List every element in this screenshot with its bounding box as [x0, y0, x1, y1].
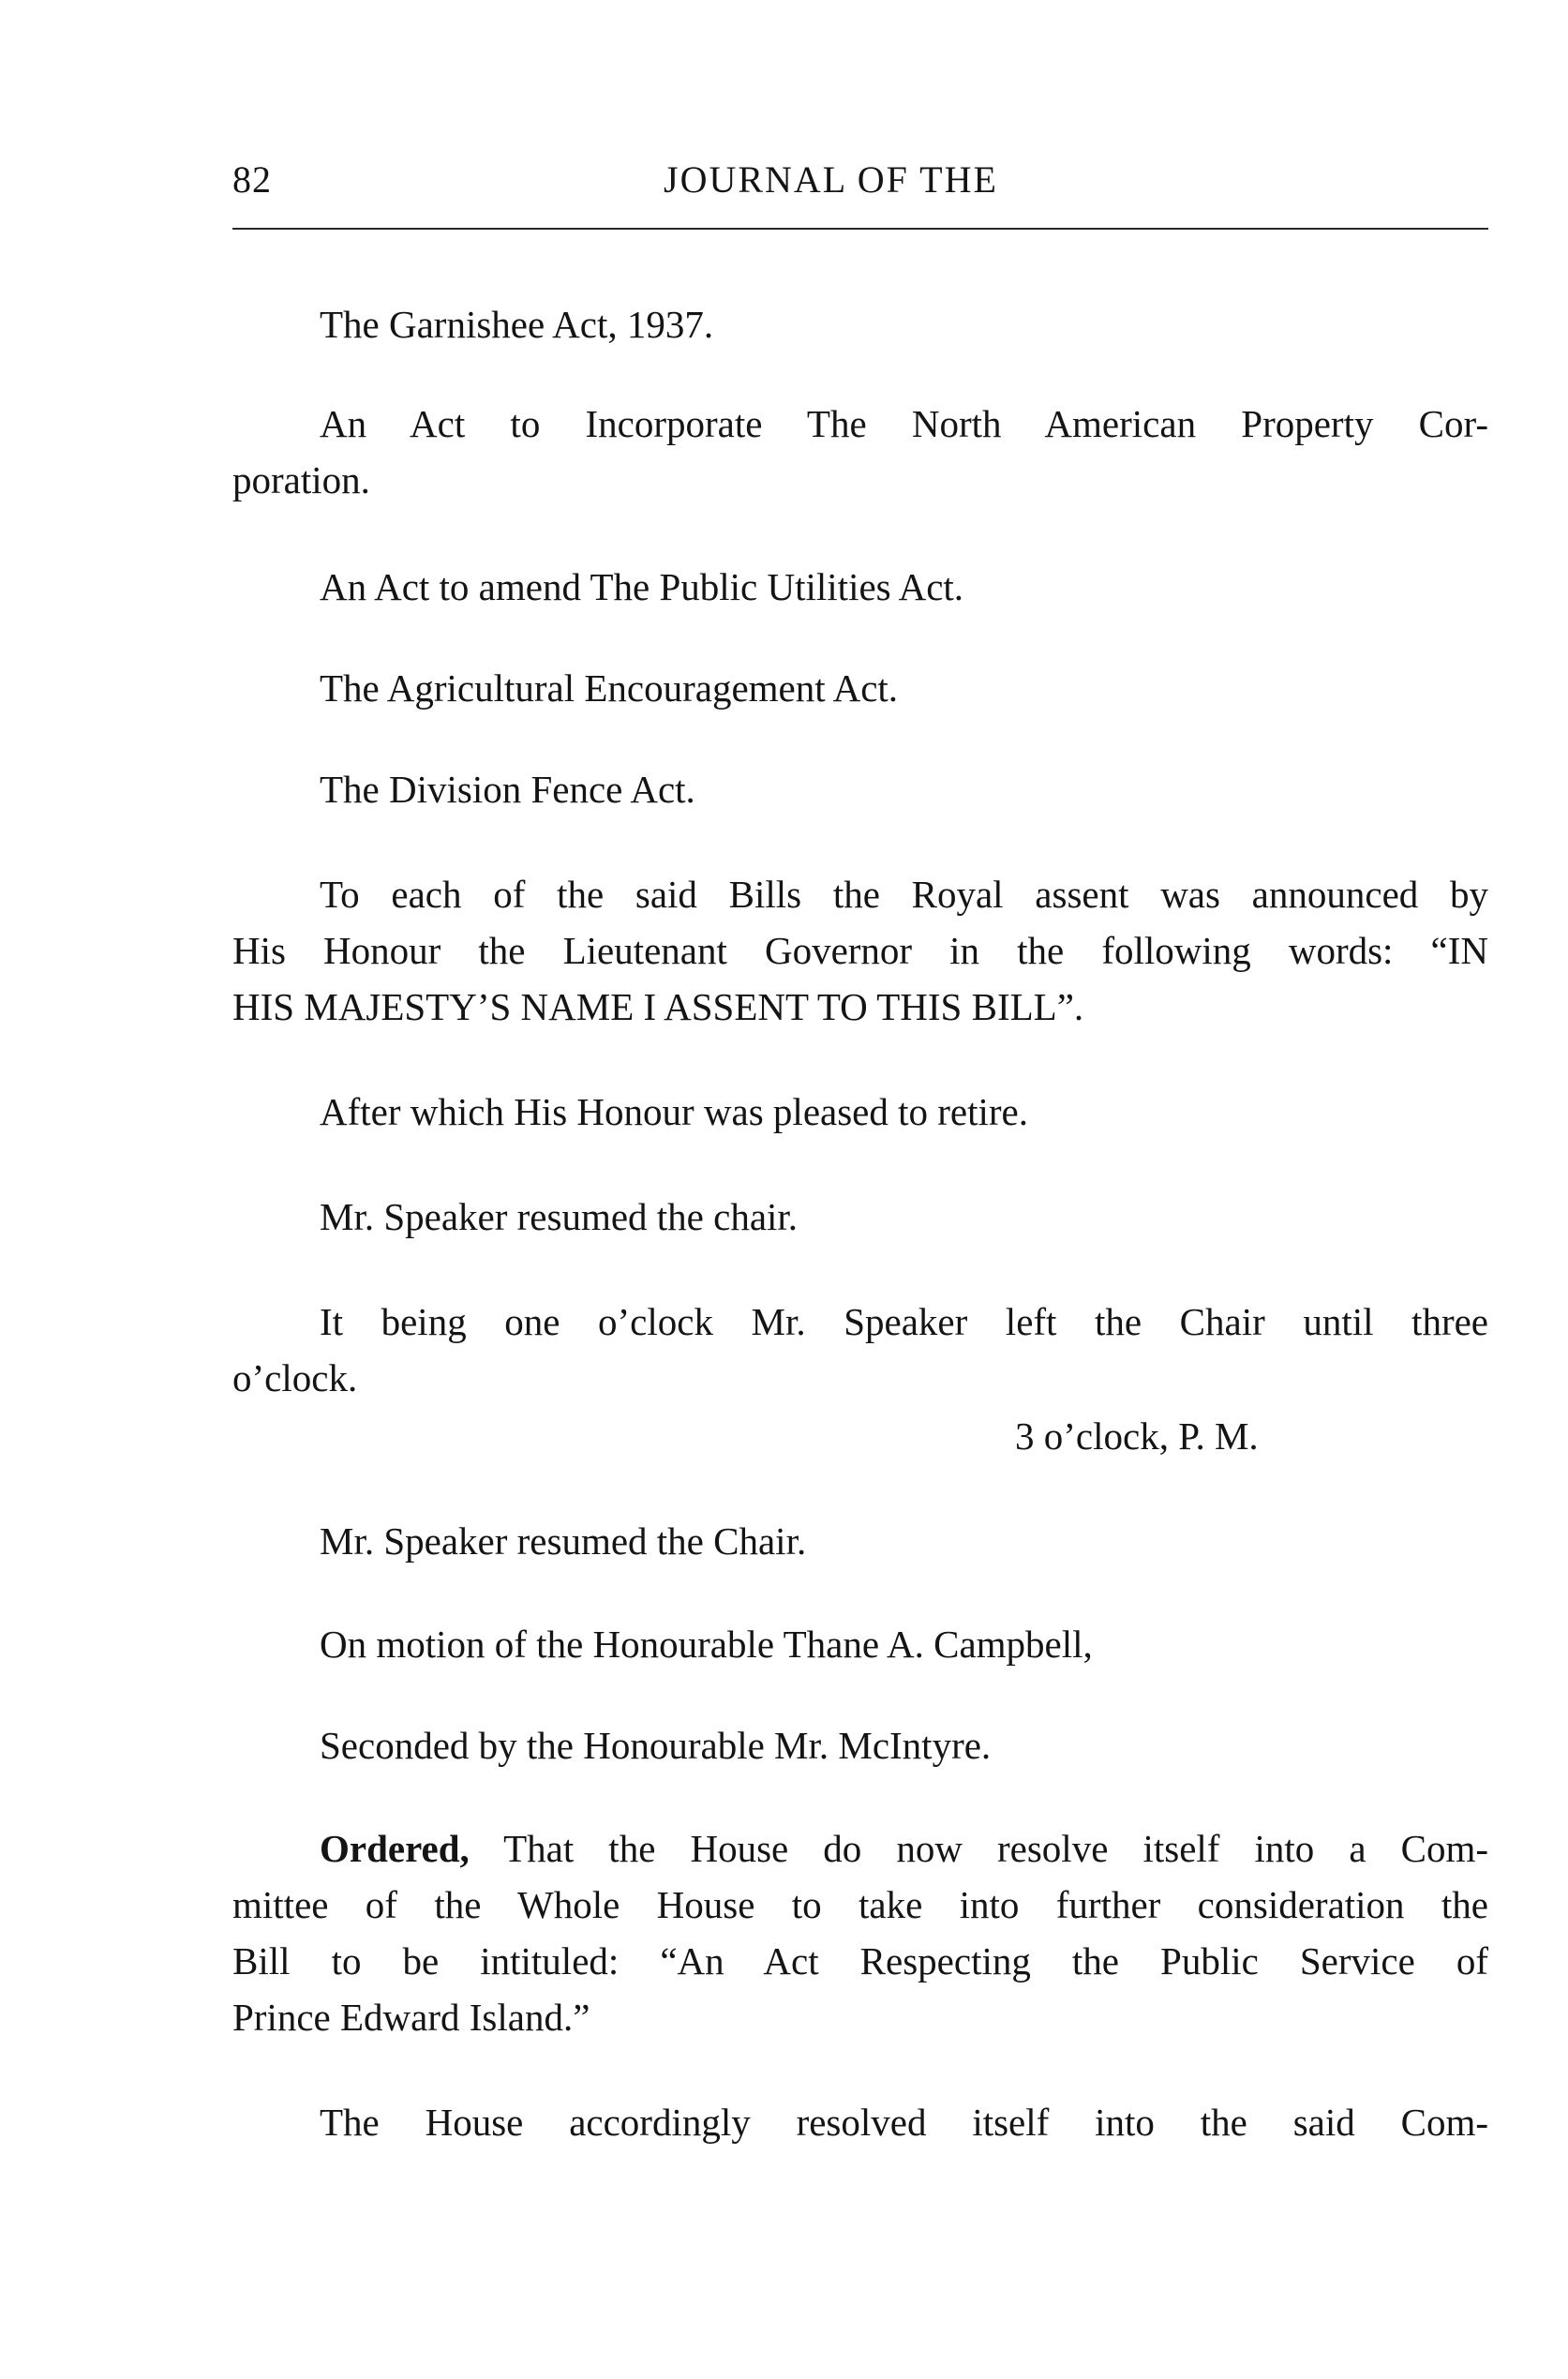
- assent-paragraph-line-1: To each of the said Bills the Royal assent was announced by: [320, 873, 1488, 916]
- ordered-line-1: [320, 1820, 1488, 1877]
- time-heading: 3 o’clock, P. M.: [1015, 1414, 1259, 1458]
- motion-paragraph: On motion of the Honourable Thane A. Campbell,: [320, 1623, 1093, 1666]
- bill-north-american-line-1: An Act to Incorporate The North American Property Cor-: [320, 402, 1488, 445]
- speaker-resumed-chair: Mr. Speaker resumed the chair.: [320, 1195, 799, 1238]
- ordered-line-1-text: That the House do now resolve itself into a Com-: [469, 1827, 1488, 1870]
- one-oclock-line-1: It being one o’clock Mr. Speaker left the Chair until three: [320, 1300, 1488, 1343]
- running-head: JOURNAL OF THE: [664, 158, 998, 201]
- retire-paragraph: After which His Honour was pleased to retire.: [320, 1090, 1028, 1133]
- bill-agricultural: The Agricultural Encouragement Act.: [320, 666, 899, 710]
- page-header: [232, 157, 1488, 214]
- bill-garnishee: The Garnishee Act, 1937.: [320, 303, 714, 346]
- ordered-label: Ordered,: [320, 1827, 470, 1870]
- header-rule: [232, 228, 1488, 230]
- ordered-line-3: Bill to be intituled: “An Act Respecting the Public Service of: [232, 1939, 1488, 1982]
- bill-division-fence: The Division Fence Act.: [320, 768, 695, 811]
- assent-paragraph-line-3: HIS MAJESTY’S NAME I ASSENT TO THIS BILL”.: [232, 985, 1084, 1028]
- seconded-paragraph: Seconded by the Honourable Mr. McIntyre.: [320, 1724, 992, 1767]
- ordered-line-4: Prince Edward Island.”: [232, 1996, 590, 2039]
- bill-north-american-line-2: poration.: [232, 458, 370, 501]
- assent-paragraph-line-2: His Honour the Lieutenant Governor in the following words: “IN: [232, 929, 1488, 972]
- page-number: 82: [232, 158, 272, 201]
- ordered-line-2: mittee of the Whole House to take into further consideration the: [232, 1883, 1488, 1926]
- bill-public-utilities: An Act to amend The Public Utilities Act.: [320, 565, 964, 608]
- one-oclock-line-2: o’clock.: [232, 1356, 358, 1399]
- speaker-resumed-chair-2: Mr. Speaker resumed the Chair.: [320, 1519, 807, 1563]
- resolved-line: The House accordingly resolved itself into the said Com-: [320, 2101, 1488, 2144]
